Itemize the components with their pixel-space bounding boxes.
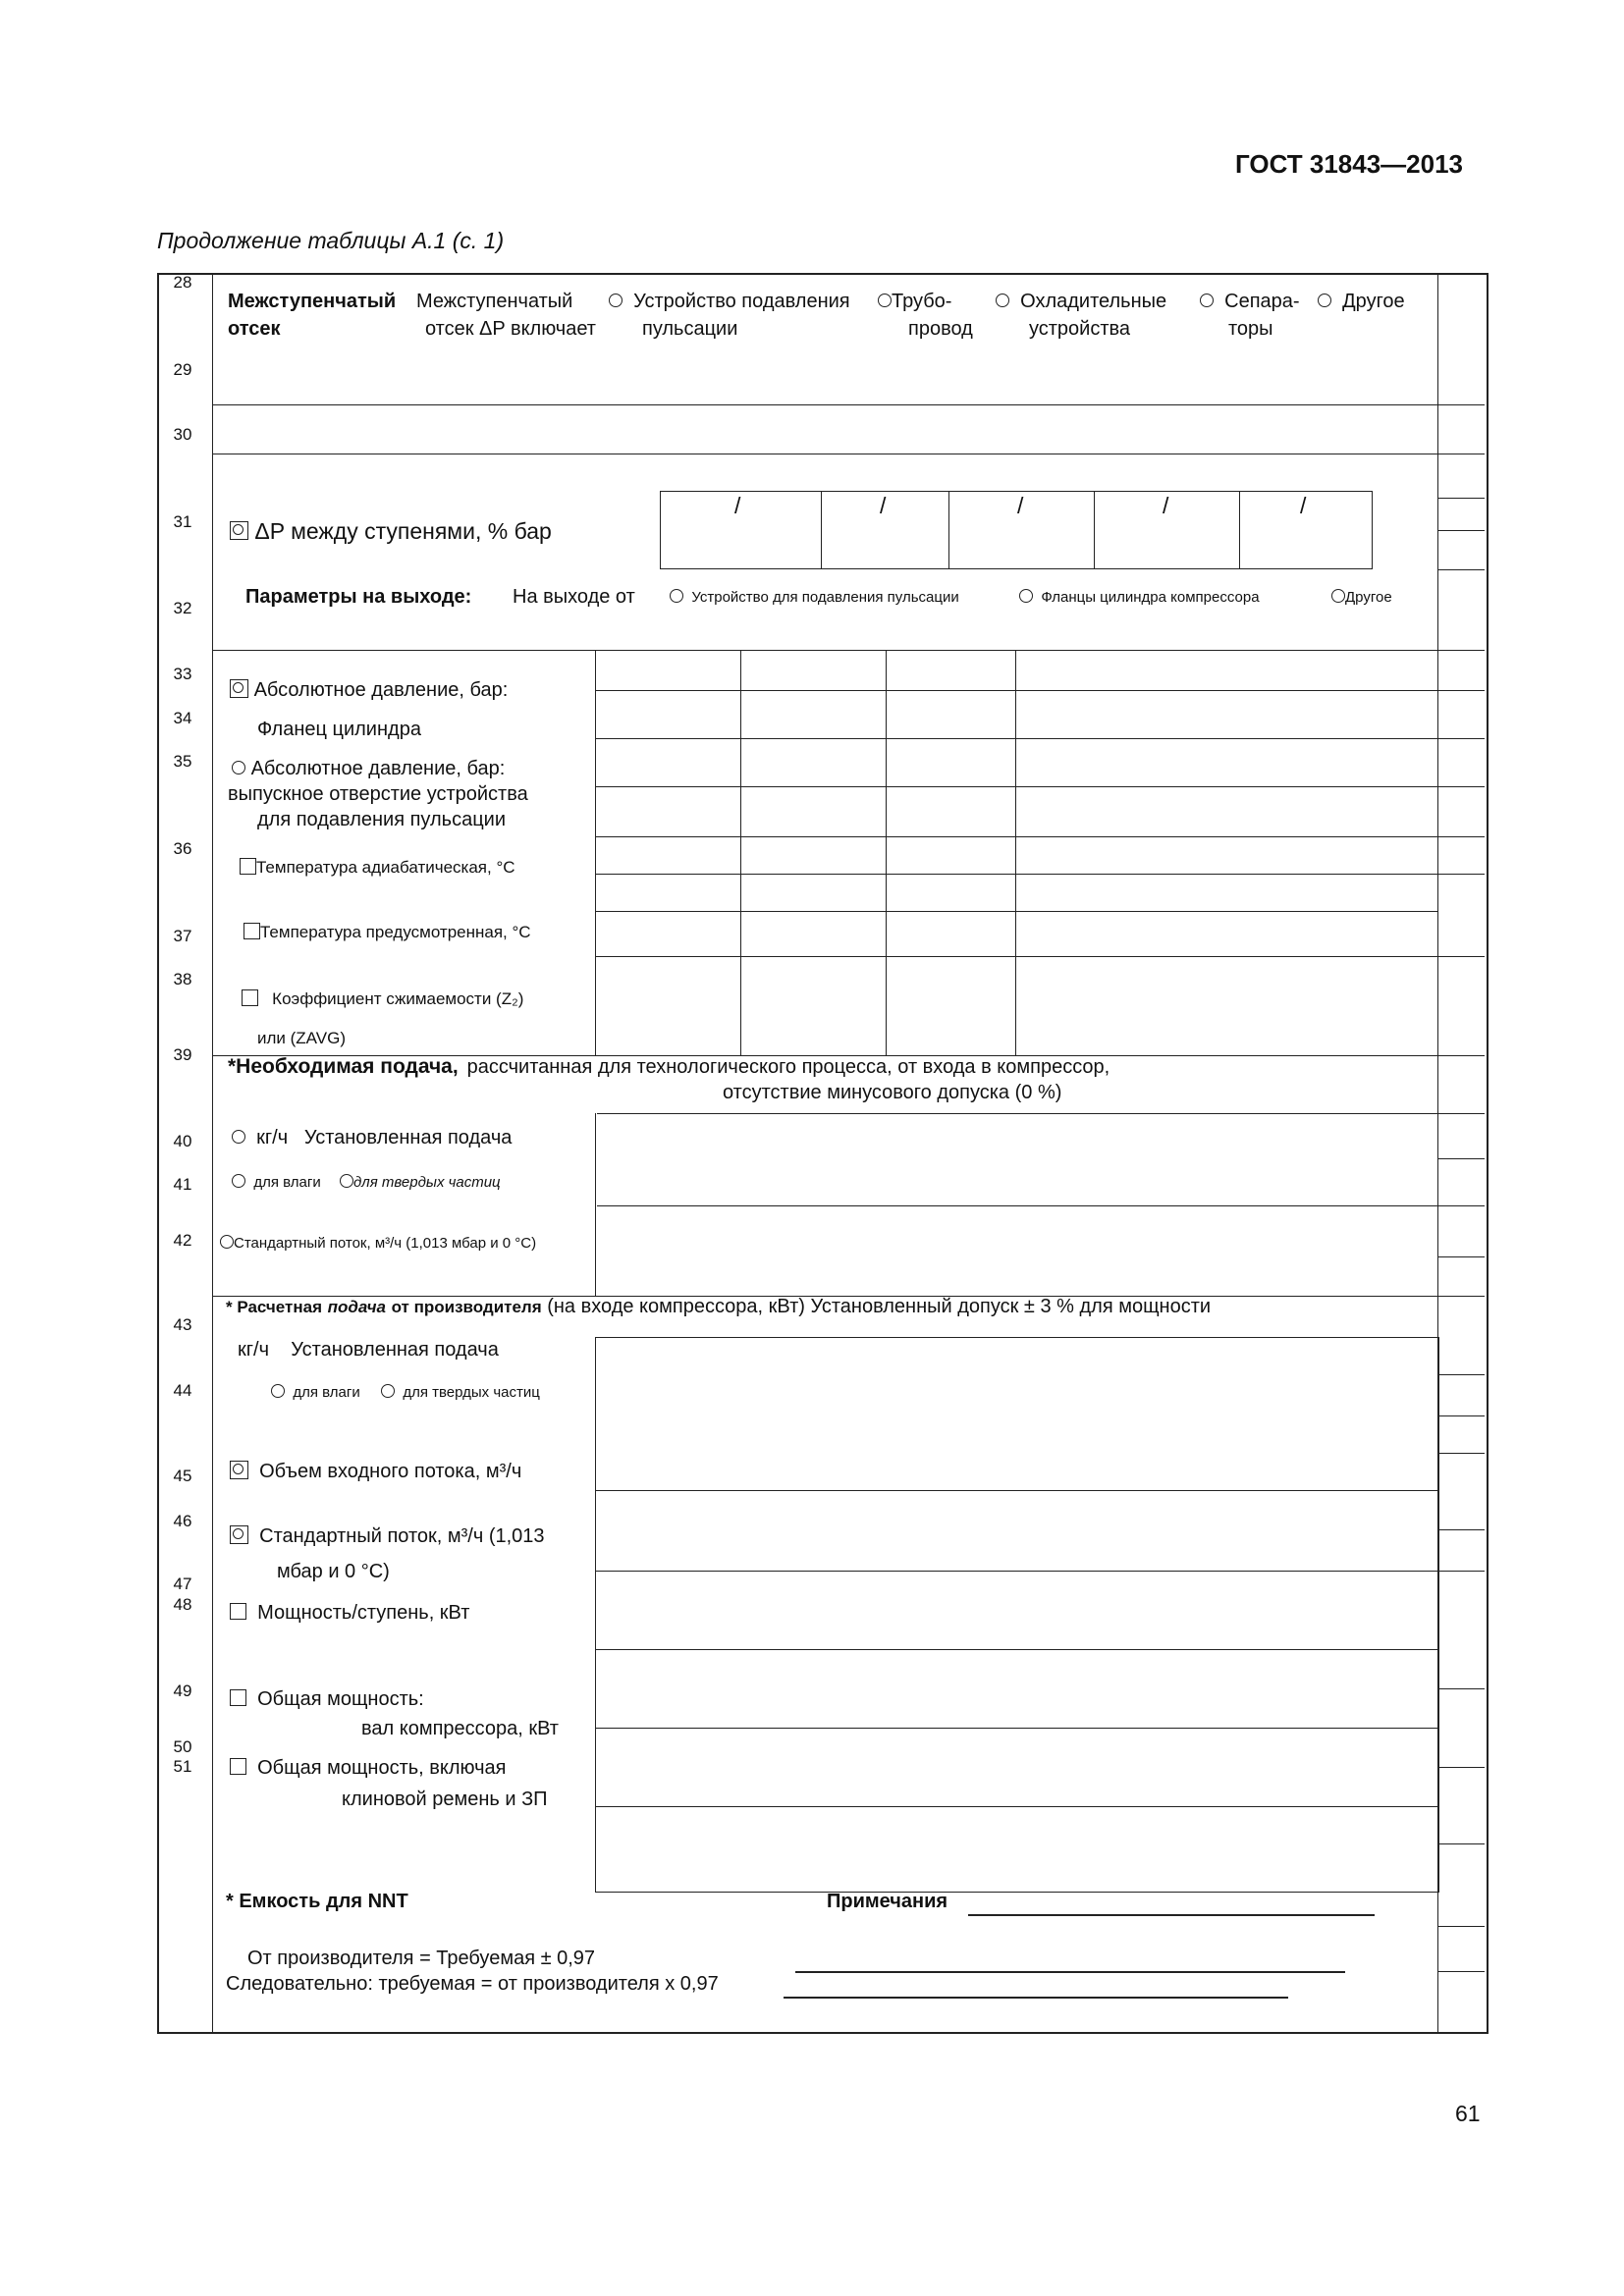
checkbox-icon[interactable] [230, 1603, 246, 1620]
interstage-title: Межступенчатый [228, 291, 397, 312]
required-wet[interactable] [232, 1174, 321, 1191]
option-coolers-line2: устройства [1029, 318, 1131, 340]
abs-pressure-pulsation-line3: для подавления пульсации [257, 809, 506, 830]
radio-icon[interactable] [1019, 589, 1033, 603]
dp-stage-4-input[interactable]: / [1163, 493, 1169, 518]
calc-bold: * Расчетная [226, 1298, 322, 1316]
grid-line [595, 956, 1437, 957]
calc-standard-flow[interactable] [230, 1525, 545, 1548]
row-number: 43 [173, 1315, 192, 1334]
option-other[interactable] [1318, 291, 1405, 313]
grid-line [595, 1113, 596, 1296]
table-continuation-caption: Продолжение таблицы А.1 (с. 1) [157, 228, 505, 253]
dp-stage-3-input[interactable]: / [1017, 493, 1024, 518]
row-number: 33 [173, 665, 192, 683]
calc-kgh [238, 1339, 499, 1362]
radio-checkbox-icon[interactable] [230, 521, 248, 540]
calc-flow-heading [226, 1296, 1211, 1318]
page-number: 61 [1455, 2101, 1481, 2126]
option-label: Сепара- [1224, 291, 1300, 312]
interstage-sub-line2: отсек ΔP включает [425, 318, 596, 340]
right-col-line [1437, 1971, 1485, 1972]
right-col-line [1437, 498, 1485, 499]
right-col-line [1437, 1688, 1485, 1689]
inlet-volume-flow[interactable] [230, 1461, 521, 1483]
right-col-line [1437, 1256, 1485, 1257]
checkbox-icon[interactable] [230, 1689, 246, 1706]
param-label: Мощность/ступень, кВт [257, 1602, 470, 1624]
nnt-capacity-label: * Емкость для NNT [226, 1891, 408, 1912]
notes-label: Примечания [827, 1891, 948, 1912]
row-number: 50 [173, 1737, 192, 1756]
row-number: 29 [173, 360, 192, 379]
right-col-line [1437, 786, 1485, 787]
row-number: 28 [173, 273, 192, 292]
row-number: 35 [173, 752, 192, 771]
option-pulsation-device[interactable] [609, 291, 850, 313]
separator-32 [212, 650, 1485, 651]
calc-bold-italic: подача [327, 1298, 387, 1316]
param-label: Общая мощность: [257, 1688, 424, 1710]
param-label: Коэффициент сжимаемости (Z₂) [272, 989, 524, 1008]
grid-line [595, 1649, 1437, 1650]
option-pipeline-line2: провод [908, 318, 973, 340]
radio-icon[interactable] [878, 294, 892, 307]
row-number: 36 [173, 839, 192, 858]
separator-29 [212, 404, 1485, 405]
right-col-line [1437, 738, 1485, 739]
grid-line [595, 1806, 1437, 1807]
option-label: для влаги [293, 1384, 360, 1401]
grid-line [595, 650, 596, 1055]
radio-checkbox-icon[interactable] [230, 1461, 248, 1479]
radio-icon[interactable] [670, 589, 683, 603]
separator-42 [597, 1205, 1485, 1206]
row-number: 30 [173, 425, 192, 444]
abs-pressure-pulsation[interactable] [232, 758, 505, 780]
option-label: Стандартный поток, м³/ч (1,013 мбар и 0 °С) [234, 1235, 537, 1252]
radio-checkbox-icon[interactable] [230, 679, 248, 698]
option-label: Трубо- [892, 291, 952, 312]
option-label: Устройство подавления [633, 291, 850, 312]
compressibility-factor-line2: или (ZAVG) [257, 1029, 346, 1047]
required-flow-heading [228, 1055, 1110, 1079]
grid-line [821, 491, 822, 569]
formula-line1: От производителя = Требуемая ± 0,97 [247, 1948, 596, 1969]
right-col-line [1437, 1843, 1485, 1844]
right-col-line [1437, 1926, 1485, 1927]
radio-checkbox-icon[interactable] [230, 1525, 248, 1544]
grid-line [886, 650, 887, 1055]
radio-icon[interactable] [232, 1130, 245, 1144]
separator-40 [597, 1113, 1485, 1114]
row-number: 40 [173, 1132, 192, 1150]
option-coolers[interactable] [996, 291, 1166, 313]
grid-line [595, 874, 1437, 875]
radio-icon[interactable] [232, 761, 245, 774]
row-number: 38 [173, 970, 192, 988]
grid-line [948, 491, 949, 569]
outlet-option-other[interactable] [1331, 589, 1392, 606]
right-col-line [1437, 874, 1485, 875]
calc-solid[interactable] [381, 1384, 540, 1401]
grid-line [595, 1571, 1437, 1572]
set-flow-label: Установленная подача [303, 1127, 513, 1148]
unit-label: кг/ч [256, 1127, 289, 1148]
right-col-line [1437, 1767, 1485, 1768]
abs-pressure-flange[interactable] [230, 679, 508, 702]
row-number: 32 [173, 599, 192, 617]
row-number: 45 [173, 1467, 192, 1485]
outlet-params-label: Параметры на выходе: [245, 586, 472, 608]
param-label: Объем входного потока, м³/ч [259, 1461, 522, 1482]
total-power-shaft-line2: вал компрессора, кВт [361, 1718, 559, 1739]
grid-line [595, 1490, 1437, 1491]
grid-line [1015, 650, 1016, 1055]
checkbox-icon[interactable] [244, 923, 260, 939]
param-label: Абсолютное давление, бар: [250, 758, 506, 779]
formula-line2: Следовательно: требуемая = от производителя х 0,97 [226, 1973, 719, 1995]
abs-pressure-pulsation-line2: выпускное отверстие устройства [228, 783, 528, 805]
interstage-sub: Межступенчатый [416, 291, 573, 312]
right-col-line [1437, 530, 1485, 531]
required-solid[interactable] [340, 1174, 501, 1191]
notes-input-line-2[interactable] [795, 1971, 1345, 1973]
row-number: 44 [173, 1381, 192, 1400]
radio-icon[interactable] [609, 294, 623, 307]
temp-adiabatic[interactable] [240, 858, 515, 878]
radio-icon[interactable] [1331, 589, 1345, 603]
param-label: Общая мощность, включая [257, 1757, 507, 1779]
right-col-line [1437, 1415, 1485, 1416]
temp-provided[interactable] [244, 923, 531, 942]
option-label: Фланцы цилиндра компрессора [1041, 589, 1260, 606]
grid-line [1094, 491, 1095, 569]
grid-line [1239, 491, 1240, 569]
right-col-line [1437, 569, 1485, 570]
grid-line [740, 650, 741, 1055]
row-number: 34 [173, 709, 192, 727]
row-number: 48 [173, 1595, 192, 1614]
radio-icon[interactable] [1318, 294, 1331, 307]
grid-line [595, 690, 1437, 691]
total-power-shaft[interactable] [230, 1688, 424, 1711]
row-number: 46 [173, 1512, 192, 1530]
calc-wet[interactable] [271, 1384, 360, 1401]
param-label: Температура адиабатическая, °С [256, 858, 515, 877]
row-number-column-divider [212, 273, 213, 2032]
total-power-belt-line2: клиновой ремень и ЗП [342, 1789, 548, 1810]
radio-icon[interactable] [220, 1235, 234, 1249]
row-number: 41 [173, 1175, 192, 1194]
right-col-line [1437, 1529, 1485, 1530]
outlet-option-flanges[interactable] [1019, 589, 1260, 606]
checkbox-icon[interactable] [230, 1758, 246, 1775]
option-separators-line2: торы [1228, 318, 1273, 340]
radio-icon[interactable] [381, 1384, 395, 1398]
radio-icon[interactable] [1200, 294, 1214, 307]
row-number: 37 [173, 927, 192, 945]
set-flow-label: Установленная подача [291, 1339, 499, 1361]
right-col-line [1437, 1374, 1485, 1375]
option-label: Другое [1342, 291, 1405, 312]
standard-number: ГОСТ 31843—2013 [1235, 149, 1463, 179]
radio-icon[interactable] [340, 1174, 353, 1188]
compressibility-factor[interactable] [242, 989, 523, 1009]
power-per-stage[interactable] [230, 1602, 469, 1625]
option-label: Охладительные [1020, 291, 1167, 312]
outlet-at-label: На выходе от [513, 586, 635, 608]
radio-icon[interactable] [271, 1384, 285, 1398]
grid-line [595, 911, 1437, 912]
grid-line [595, 836, 1437, 837]
grid-line [595, 738, 1437, 739]
option-pulsation-device-line2: пульсации [642, 318, 738, 340]
dp-stage-grid [660, 491, 1373, 569]
option-label: для влаги [253, 1174, 321, 1191]
grid-line [595, 1728, 1437, 1729]
radio-icon[interactable] [232, 1174, 245, 1188]
notes-input-line-3[interactable] [784, 1997, 1288, 1999]
required-standard-flow[interactable] [220, 1235, 536, 1252]
right-col-line [1437, 690, 1485, 691]
row-number: 49 [173, 1682, 192, 1700]
checkbox-icon[interactable] [242, 989, 258, 1006]
option-separators[interactable] [1200, 291, 1300, 313]
right-col-line [1437, 1453, 1485, 1454]
required-flow-rest: рассчитанная для технологического процесса, от входа в компрессор, [466, 1056, 1110, 1078]
right-col-line [1437, 956, 1485, 957]
dp-between-stages[interactable] [230, 518, 552, 545]
row-number: 39 [173, 1045, 192, 1064]
notes-input-line[interactable] [968, 1914, 1375, 1916]
required-flow-line2: отсутствие минусового допуска (0 %) [723, 1082, 1062, 1103]
required-flow-bold: *Необходимая подача, [228, 1055, 459, 1078]
row-number: 42 [173, 1231, 192, 1250]
checkbox-icon[interactable] [240, 858, 256, 875]
grid-line [595, 786, 1437, 787]
calc-rest: (на входе компрессора, кВт) Установленный допуск ± 3 % для мощности [547, 1296, 1212, 1317]
option-label: Устройство для подавления пульсации [691, 589, 959, 606]
right-col-line [1437, 1158, 1485, 1159]
dp-label: ΔP между ступенями, % бар [254, 518, 552, 544]
row-number: 47 [173, 1575, 192, 1593]
right-col-line [1437, 1571, 1485, 1572]
row-number: 51 [173, 1757, 192, 1776]
option-pipeline[interactable] [878, 291, 951, 313]
option-label: Другое [1345, 589, 1392, 606]
dp-stage-2-input[interactable]: / [880, 493, 887, 518]
radio-icon[interactable] [996, 294, 1009, 307]
dp-stage-5-input[interactable]: / [1300, 493, 1307, 518]
required-kgh[interactable] [232, 1127, 512, 1149]
interstage-title-line2: отсек [228, 318, 281, 340]
calc-standard-flow-line2: мбар и 0 °С) [277, 1561, 390, 1582]
param-label: Абсолютное давление, бар: [253, 679, 509, 701]
param-label: Стандартный поток, м³/ч (1,013 [259, 1525, 545, 1547]
calc-values-area [595, 1337, 1439, 1893]
option-label: для твердых частиц [403, 1384, 540, 1401]
right-col-line [1437, 836, 1485, 837]
param-label: Температура предусмотренная, °С [260, 923, 531, 941]
calc-bold2: от производителя [391, 1298, 542, 1316]
abs-pressure-flange-line2: Фланец цилиндра [257, 719, 421, 740]
total-power-belt[interactable] [230, 1757, 507, 1780]
dp-stage-1-input[interactable]: / [734, 493, 741, 518]
option-label: для твердых частиц [353, 1174, 501, 1191]
row-number: 31 [173, 512, 192, 531]
unit-label: кг/ч [238, 1339, 270, 1361]
outlet-option-pulsation[interactable] [670, 589, 959, 606]
